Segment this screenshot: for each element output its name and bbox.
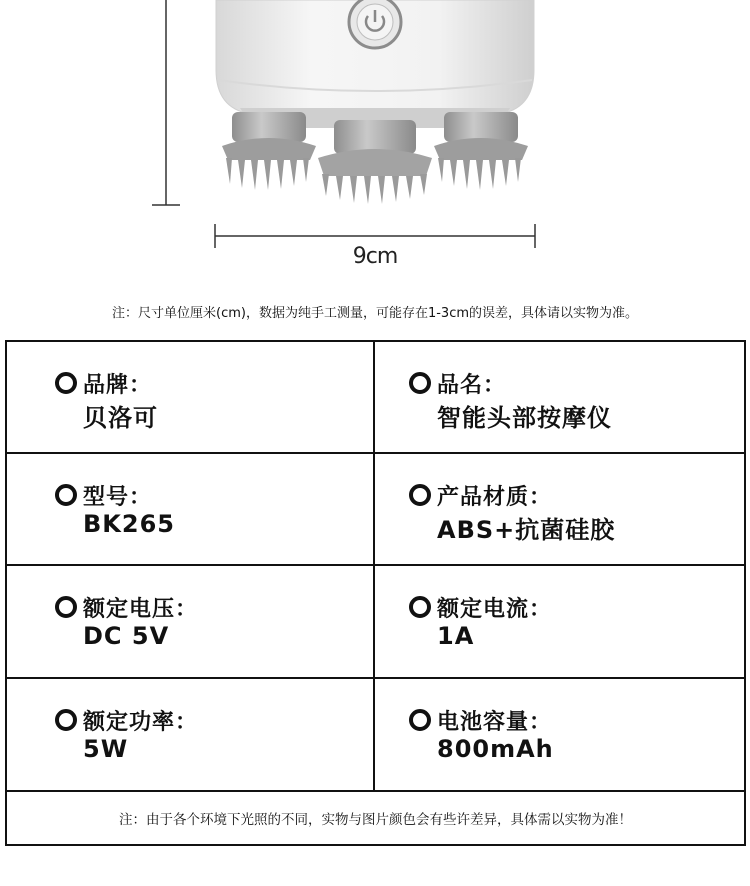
spec-row (7, 566, 744, 679)
spec-cell-voltage (7, 566, 375, 677)
bullet-circle-icon (55, 709, 77, 731)
massage-head-right (434, 112, 528, 190)
massage-head-left (222, 112, 316, 190)
power-button (349, 0, 401, 48)
spec-cell-material (375, 454, 744, 564)
spec-value: 贝洛可 (83, 404, 158, 432)
bullet-circle-icon (409, 372, 431, 394)
spec-cell-product-name (375, 342, 744, 452)
spec-label: 电池容量： (437, 710, 553, 735)
spec-row (7, 454, 744, 566)
massage-head-center (318, 120, 432, 204)
spec-cell-battery (375, 679, 744, 790)
spec-cell-power (7, 679, 375, 790)
spec-value: BK265 (83, 510, 175, 538)
width-label: 9cm (352, 244, 398, 269)
color-difference-note: 注：由于各个环境下光照的不同，实物与图片颜色会有些许差异，具体需以实物为准！ (119, 812, 632, 828)
bullet-circle-icon (55, 484, 77, 506)
height-dimension-line (152, 0, 180, 205)
spec-label: 品牌： (83, 373, 153, 398)
spec-table (5, 340, 746, 846)
spec-label: 品名： (437, 373, 507, 398)
bullet-circle-icon (409, 484, 431, 506)
spec-value: DC 5V (83, 622, 170, 650)
spec-cell-brand (7, 342, 375, 452)
spec-label: 额定电压： (83, 597, 199, 622)
bullet-circle-icon (409, 709, 431, 731)
product-image-area (0, 0, 750, 290)
spec-label: 产品材质： (437, 485, 553, 510)
spec-value: ABS+抗菌硅胶 (437, 516, 616, 544)
bullet-circle-icon (55, 372, 77, 394)
spec-value: 1A (437, 622, 475, 650)
spec-label: 型号： (83, 485, 153, 510)
measurement-note: 注：尺寸单位厘米(cm)，数据为纯手工测量，可能存在1-3cm的误差，具体请以实物为准。 (112, 306, 638, 321)
bullet-circle-icon (55, 596, 77, 618)
spec-row (7, 342, 744, 454)
spec-row (7, 679, 744, 792)
spec-value: 800mAh (437, 735, 554, 763)
bullet-circle-icon (409, 596, 431, 618)
spec-label: 额定功率： (83, 710, 199, 735)
spec-value: 智能头部按摩仪 (437, 404, 612, 432)
spec-cell-current (375, 566, 744, 677)
spec-value: 5W (83, 735, 129, 763)
spec-cell-model (7, 454, 375, 564)
spec-label: 额定电流： (437, 597, 553, 622)
